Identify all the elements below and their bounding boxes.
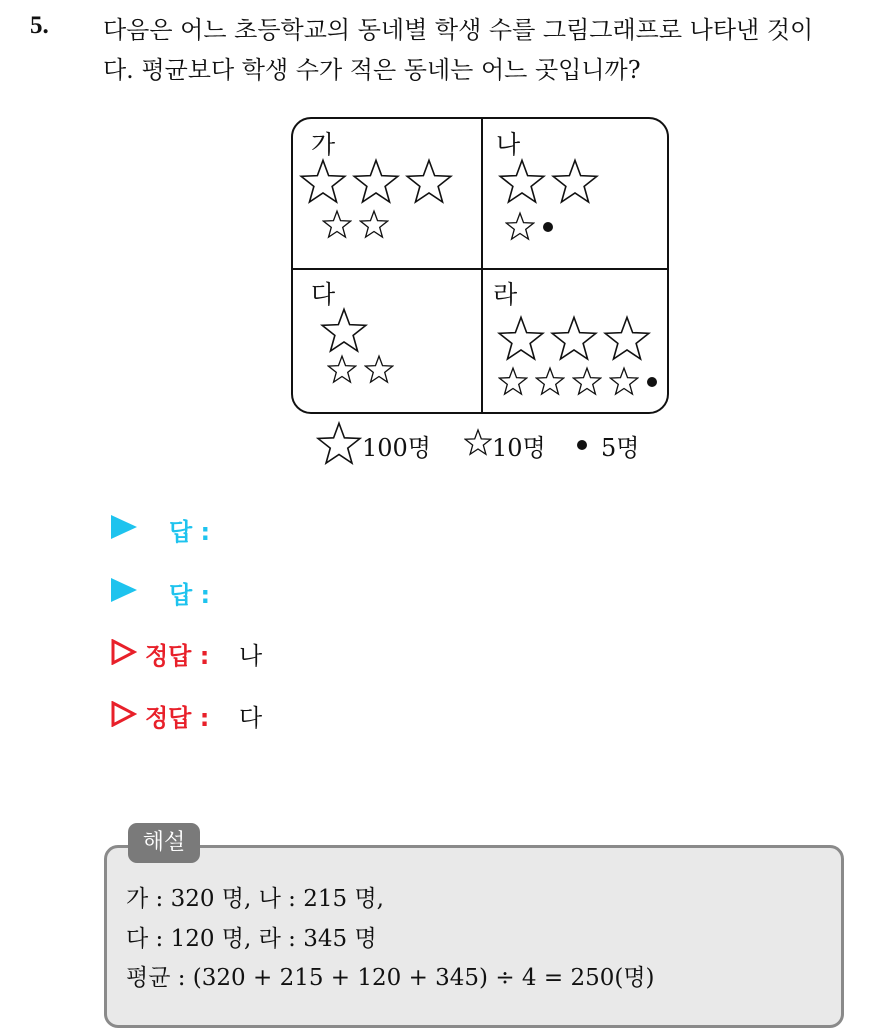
answer-label: 답 : — [169, 581, 211, 609]
question-line-1: 다음은 어느 초등학교의 동네별 학생 수를 그림그래프로 나타낸 것이 — [103, 16, 814, 44]
big-star-icon — [299, 157, 347, 205]
small-star-icon — [609, 366, 639, 396]
big-star-icon — [320, 306, 368, 354]
graph-vertical-divider — [481, 119, 483, 412]
graph-horizontal-divider — [293, 268, 667, 270]
cell-label-na: 나 — [496, 130, 521, 159]
legend-big-star-icon — [316, 420, 362, 466]
small-star-icon — [498, 366, 528, 396]
picture-graph — [291, 117, 669, 414]
dot-icon — [543, 222, 553, 232]
question-text — [103, 10, 873, 90]
dot-icon — [647, 377, 657, 387]
solution-line-2: 다 : 120 명, 라 : 345 명 — [126, 926, 377, 952]
legend-dot-icon — [577, 440, 587, 450]
play-triangle-icon — [111, 578, 137, 602]
correct-answer-label: 정답 : — [145, 704, 210, 732]
small-star-icon — [572, 366, 602, 396]
small-star-icon — [327, 354, 357, 384]
small-star-icon — [359, 209, 389, 239]
correct-answer-label: 정답 : — [145, 642, 210, 670]
big-star-icon — [497, 314, 545, 362]
big-star-icon — [405, 157, 453, 205]
small-star-icon — [364, 354, 394, 384]
play-triangle-icon — [111, 515, 137, 539]
solution-tag: 해설 — [128, 823, 200, 863]
solution-line-3: 평균 : (320 + 215 + 120 + 345) ÷ 4 = 250(명) — [126, 965, 655, 991]
small-star-icon — [535, 366, 565, 396]
big-star-icon — [352, 157, 400, 205]
small-star-icon — [322, 209, 352, 239]
cell-label-da: 다 — [311, 280, 336, 309]
big-star-icon — [498, 157, 546, 205]
small-star-icon — [505, 211, 535, 241]
correct-answer-value: 나 — [239, 642, 263, 670]
big-star-icon — [603, 314, 651, 362]
question-line-2: 다. 평균보다 학생 수가 적은 동네는 어느 곳입니까? — [103, 56, 641, 84]
big-star-icon — [550, 314, 598, 362]
cell-label-ga: 가 — [311, 130, 336, 159]
big-star-icon — [551, 157, 599, 205]
legend-big-star-value: 100명 — [362, 434, 431, 462]
cell-label-ra: 라 — [493, 280, 518, 309]
correct-answer-value: 다 — [239, 704, 263, 732]
answer-label: 답 : — [169, 518, 211, 546]
legend-small-star-value: 10명 — [492, 434, 546, 462]
outline-triangle-icon — [111, 639, 137, 665]
legend-dot-value: 5명 — [601, 434, 640, 462]
question-number: 5. — [30, 12, 49, 39]
outline-triangle-icon — [111, 701, 137, 727]
legend-small-star-icon — [464, 428, 492, 456]
solution-line-1: 가 : 320 명, 나 : 215 명, — [126, 886, 384, 912]
